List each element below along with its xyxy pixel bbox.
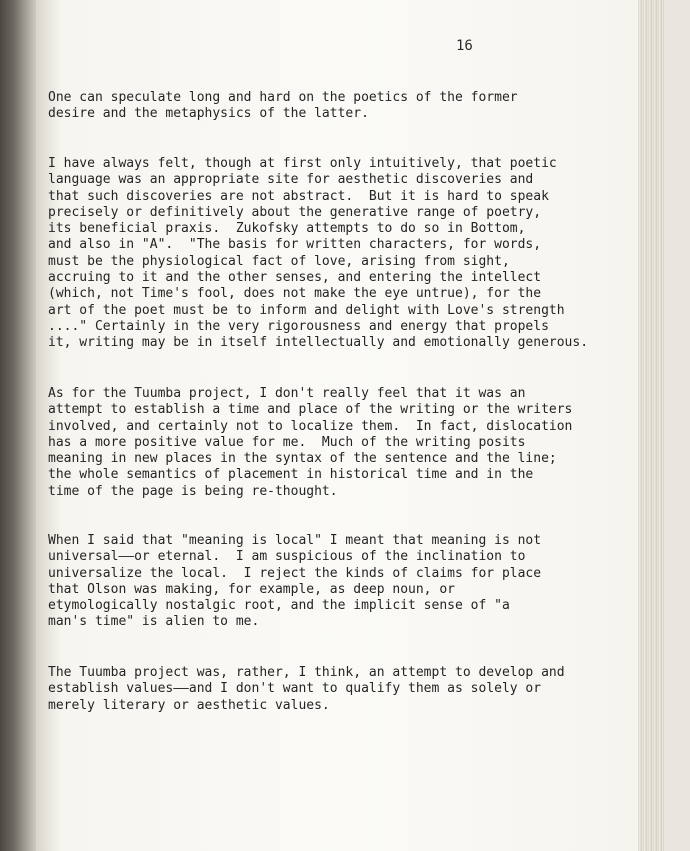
text-line: accruing to it and the other senses, and entering the intellect [48,270,542,286]
text-line: language was an appropriate site for aesthetic discoveries and [48,172,534,188]
text-line: As for the Tuumba project, I don't really feel that it was an [48,386,526,401]
text-line: (which, not Time's fool, does not make the eye untrue), for the [48,286,542,302]
text-line: time of the page is being re-thought. [48,483,338,499]
text-line: merely literary or aesthetic values. [48,697,330,713]
paragraph-2 [48,156,618,352]
text-line: universalize the local. I reject the kinds of claims for place [48,565,542,581]
text-line: involved, and certainly not to localize them. In fact, dislocation [48,418,573,434]
paragraph-4 [48,533,618,631]
text-line: that Olson was making, for example, as deep noun, or [48,581,455,597]
text-line: etymologically nostalgic root, and the implicit sense of "a [48,598,510,614]
text-line: meaning in new places in the syntax of the sentence and the line; [48,451,557,467]
paragraph-3 [48,386,618,500]
book-spine-shadow [0,0,40,851]
text-line: The Tuumba project was, rather, I think, an attempt to develop and [48,665,565,680]
text-line: I have always felt, though at first only intuitively, that poetic [48,156,557,171]
text-line: universal——or eternal. I am suspicious of the inclination to [48,549,526,565]
text-line: that such discoveries are not abstract. But it is hard to speak [48,188,549,204]
text-line: precisely or definitively about the generative range of poetry, [48,204,542,220]
text-line: establish values——and I don't want to qualify them as solely or [48,681,542,697]
text-line: its beneficial praxis. Zukofsky attempts to do so in Bottom, [48,221,526,237]
page-number: 16 [456,38,473,54]
paragraph-1 [48,90,618,123]
text-line: ...." Certainly in the very rigorousness and energy that propels [48,318,549,334]
text-line: One can speculate long and hard on the poetics of the former [48,90,518,105]
text-line: the whole semantics of placement in historical time and in the [48,467,534,483]
text-line: attempt to establish a time and place of the writing or the writers [48,402,573,418]
text-line: art of the poet must be to inform and delight with Love's strength [48,302,565,318]
text-line: desire and the metaphysics of the latter. [48,106,369,122]
page-edge [638,0,664,851]
text-line: must be the physiological fact of love, arising from sight, [48,253,510,269]
text-line: and also in "A". "The basis for written characters, for words, [48,237,542,253]
text-line: man's time" is alien to me. [48,614,260,630]
text-line: When I said that "meaning is local" I meant that meaning is not [48,533,542,548]
paragraph-5 [48,665,618,714]
text-line: it, writing may be in itself intellectually and emotionally generous. [48,335,589,351]
text-line: has a more positive value for me. Much of the writing posits [48,434,526,450]
